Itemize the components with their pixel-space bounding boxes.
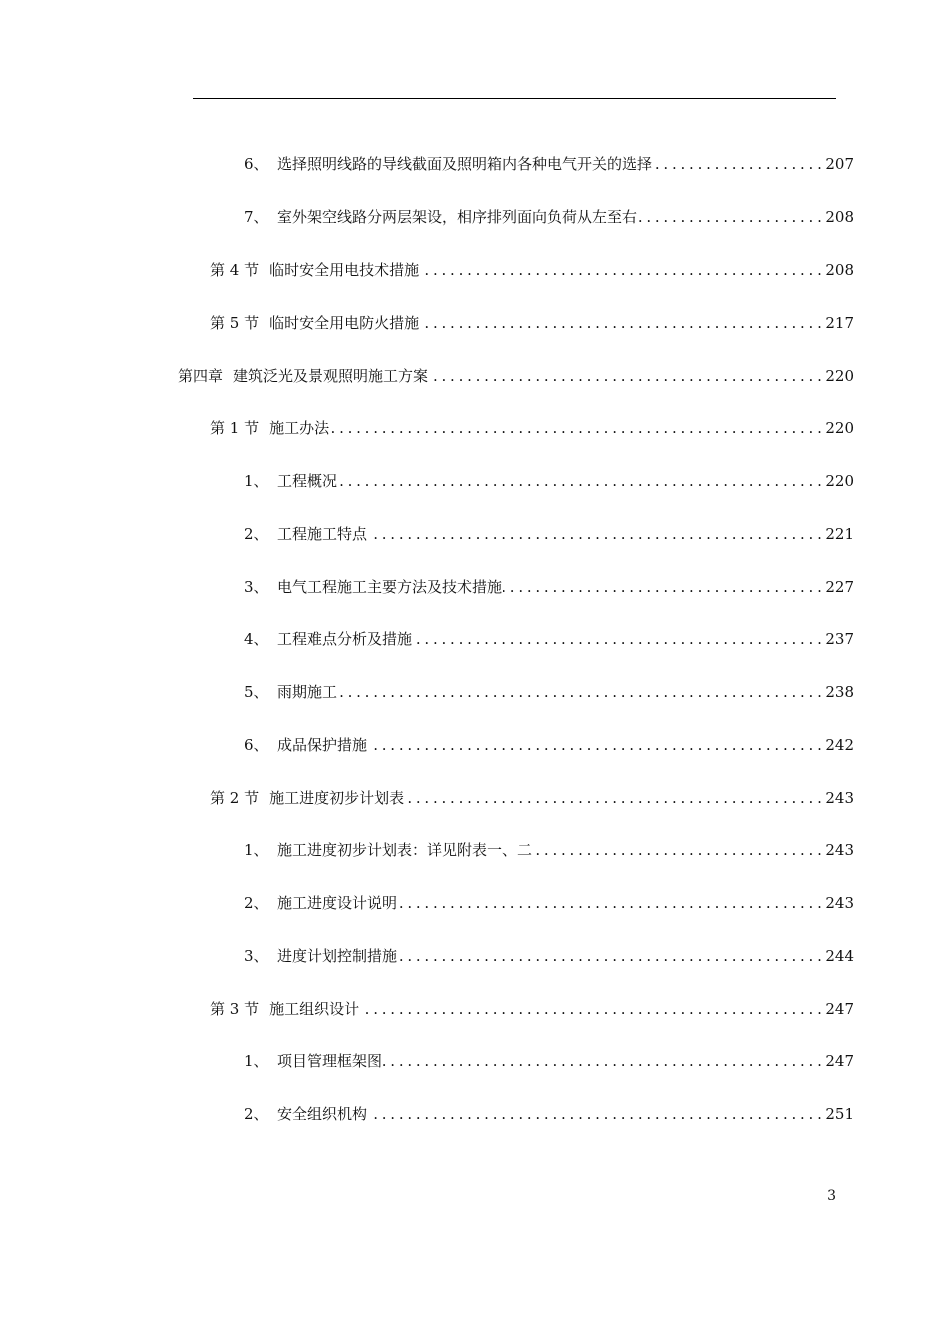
- toc-entry[interactable]: [244, 1049, 854, 1073]
- toc-entry-number: 第 2 节: [210, 789, 260, 807]
- toc-entry[interactable]: [178, 364, 854, 388]
- toc-dot-leader: [398, 944, 821, 968]
- toc-dot-leader: [368, 522, 821, 546]
- toc-entry-title: 选择照明线路的导线截面及照明箱内各种电气开关的选择: [277, 155, 653, 173]
- toc-entry-page: 243: [825, 894, 854, 912]
- toc-dot-leader: [405, 786, 821, 810]
- toc-entry-title: 项目管理框架图: [277, 1052, 383, 1070]
- toc-entry-title: 临时安全用电防火措施: [269, 314, 420, 332]
- toc-entry-title: 施工办法: [269, 419, 330, 437]
- toc-dot-leader: [413, 627, 821, 651]
- toc-entry-title: 雨期施工: [277, 683, 338, 701]
- toc-entry-number: 7、: [244, 208, 269, 226]
- toc-entry[interactable]: [244, 469, 854, 493]
- toc-dot-leader: [420, 311, 821, 335]
- toc-entry[interactable]: [210, 416, 854, 440]
- toc-entry-number: 第 5 节: [210, 314, 260, 332]
- toc-entry[interactable]: [244, 627, 854, 651]
- toc-entry[interactable]: [244, 575, 854, 599]
- toc-entry-number: 3、: [244, 947, 269, 965]
- toc-entry-number: 4、: [244, 630, 269, 648]
- toc-dot-leader: [533, 838, 821, 862]
- toc-entry-page: 247: [825, 1052, 854, 1070]
- toc-entry-page: 227: [825, 578, 854, 596]
- toc-entry-number: 6、: [244, 155, 269, 173]
- toc-entry-page: 243: [825, 789, 854, 807]
- toc-entry[interactable]: [244, 205, 854, 229]
- toc-entry[interactable]: [244, 891, 854, 915]
- toc-entry-number: 1、: [244, 841, 269, 859]
- toc-entry-number: 第 1 节: [210, 419, 260, 437]
- toc-entry-page: 217: [825, 314, 854, 332]
- toc-entry[interactable]: [244, 522, 854, 546]
- toc-entry-number: 第四章: [178, 367, 224, 385]
- toc-entry-page: 220: [825, 367, 854, 385]
- toc-dot-leader: [429, 364, 821, 388]
- toc-entry-title: 工程概况: [277, 472, 338, 490]
- toc-entry-title: 室外架空线路分两层架设，相序排列面向负荷从左至右: [277, 208, 638, 226]
- toc-entry-page: 207: [825, 155, 854, 173]
- toc-dot-leader: [330, 416, 821, 440]
- toc-entry-page: 251: [825, 1105, 854, 1123]
- toc-entry-title: 成品保护措施: [277, 736, 368, 754]
- toc-entry-page: 208: [825, 208, 854, 226]
- toc-dot-leader: [338, 680, 821, 704]
- toc-dot-leader: [503, 575, 821, 599]
- toc-entry-number: 1、: [244, 1052, 269, 1070]
- toc-entry[interactable]: [244, 944, 854, 968]
- toc-dot-leader: [338, 469, 821, 493]
- toc-entry-page: 237: [825, 630, 854, 648]
- toc-entry[interactable]: [210, 997, 854, 1021]
- toc-entry[interactable]: [210, 786, 854, 810]
- toc-dot-leader: [420, 258, 821, 282]
- toc-entry-page: 208: [825, 261, 854, 279]
- toc-dot-leader: [360, 997, 821, 1021]
- toc-entry-number: 第 3 节: [210, 1000, 260, 1018]
- toc-entry-title: 工程施工特点: [277, 525, 368, 543]
- toc-entry-title: 安全组织机构: [277, 1105, 368, 1123]
- toc-entry-number: 第 4 节: [210, 261, 260, 279]
- toc-entry-page: 243: [825, 841, 854, 859]
- toc-dot-leader: [368, 1102, 821, 1126]
- toc-entry[interactable]: [244, 152, 854, 176]
- toc-entry[interactable]: [244, 838, 854, 862]
- toc-entry-number: 3、: [244, 578, 269, 596]
- toc-entry[interactable]: [210, 258, 854, 282]
- toc-dot-leader: [653, 152, 821, 176]
- toc-entry-page: 238: [825, 683, 854, 701]
- toc-entry-number: 1、: [244, 472, 269, 490]
- toc-entry-number: 2、: [244, 525, 269, 543]
- toc-entry-title: 施工进度初步计划表：详见附表一、二: [277, 841, 533, 859]
- toc-dot-leader: [368, 733, 821, 757]
- toc-entry-page: 244: [825, 947, 854, 965]
- toc-entry[interactable]: [244, 680, 854, 704]
- toc-entry-page: 220: [825, 419, 854, 437]
- toc-entry-number: 2、: [244, 1105, 269, 1123]
- toc-entry-title: 施工进度设计说明: [277, 894, 398, 912]
- toc-entry-page: 247: [825, 1000, 854, 1018]
- toc-dot-leader: [383, 1049, 821, 1073]
- toc-entry-page: 221: [825, 525, 854, 543]
- toc-entry-page: 242: [825, 736, 854, 754]
- toc-entry[interactable]: [244, 1102, 854, 1126]
- toc-entry-number: 6、: [244, 736, 269, 754]
- toc-entry-title: 临时安全用电技术措施: [269, 261, 420, 279]
- toc-entry[interactable]: [210, 311, 854, 335]
- toc-entry-page: 220: [825, 472, 854, 490]
- toc-entry-number: 5、: [244, 683, 269, 701]
- toc-entry-title: 建筑泛光及景观照明施工方案: [233, 367, 429, 385]
- toc-entry[interactable]: [244, 733, 854, 757]
- page-number: 3: [827, 1188, 836, 1204]
- toc-dot-leader: [638, 205, 821, 229]
- toc-entry-title: 施工进度初步计划表: [269, 789, 405, 807]
- toc-entry-title: 工程难点分析及措施: [277, 630, 413, 648]
- toc-entry-title: 电气工程施工主要方法及技术措施: [277, 578, 503, 596]
- toc-entry-title: 施工组织设计: [269, 1000, 360, 1018]
- header-rule: [193, 98, 836, 99]
- toc-entry-title: 进度计划控制措施: [277, 947, 398, 965]
- toc-entry-number: 2、: [244, 894, 269, 912]
- toc-dot-leader: [398, 891, 821, 915]
